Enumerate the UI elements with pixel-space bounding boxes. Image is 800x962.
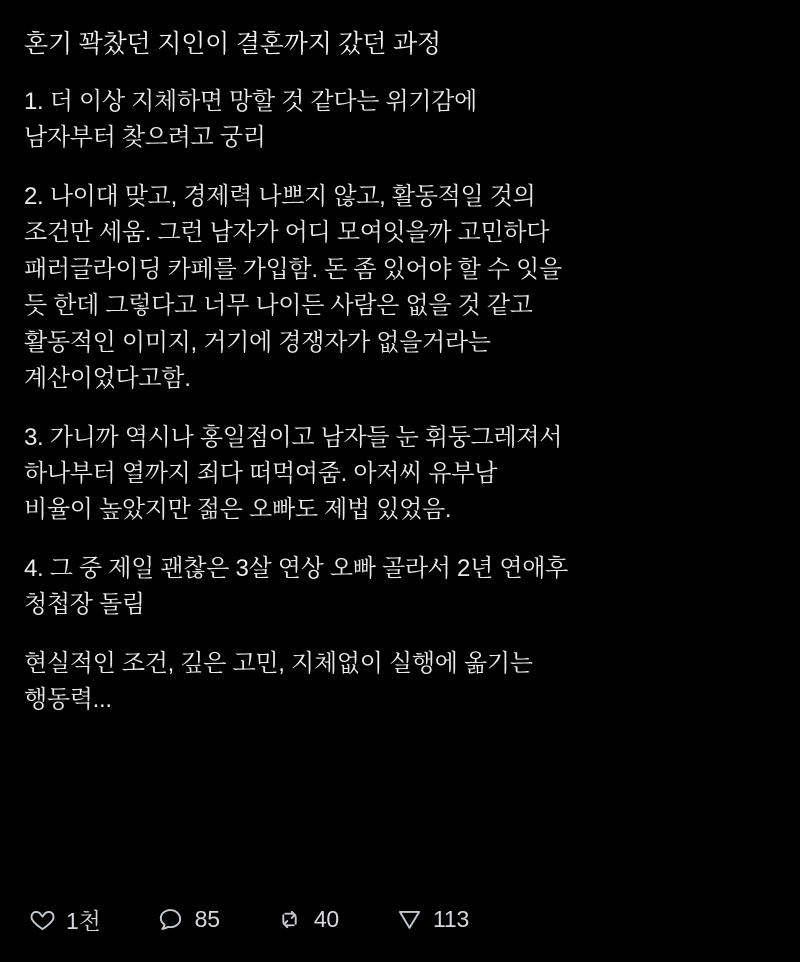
share-count: 113 xyxy=(433,906,470,932)
like-button[interactable] xyxy=(28,903,101,936)
comment-icon xyxy=(157,906,185,934)
share-icon xyxy=(395,906,423,934)
post-paragraph-5: 현실적인 조건, 깊은 고민, 지체없이 실행에 옮기는 행동력... xyxy=(24,649,533,714)
repost-icon xyxy=(276,906,304,934)
share-button[interactable] xyxy=(395,906,469,934)
post-action-bar xyxy=(24,899,776,962)
reply-button[interactable] xyxy=(157,906,220,934)
like-count: 1천 xyxy=(66,908,101,934)
post-paragraph-2: 2. 나이대 맞고, 경제력 나쁘지 않고, 활동적일 것의 조건만 세움. 그런 남자가 어디 모여잇을까 고민하다 패러글라이딩 카페를 가입함. 돈 좀 있어야 할 수 잇을 듯 한데 그렇다고 너무 나이든 사람은 없을 것 같고 활동적인 이미지, 거기에 경쟁자가 없을거라는 계산이었다고함. xyxy=(24,182,562,393)
post-paragraph-3: 3. 가니까 역시나 홍일점이고 남자들 눈 휘둥그레져서 하나부터 열까지 죄다 떠먹여줌. 아저씨 유부남 비율이 높았지만 젊은 오빠도 제법 있었음. xyxy=(24,423,563,524)
post-title: 혼기 꽉찼던 지인이 결혼까지 갔던 과정 xyxy=(24,30,441,58)
post-paragraph-1: 1. 더 이상 지체하면 망할 것 같다는 위기감에 남자부터 찾으려고 궁리 xyxy=(24,87,478,152)
repost-count: 40 xyxy=(313,906,339,932)
heart-icon xyxy=(28,906,56,934)
post-paragraph-4: 4. 그 중 제일 괜찮은 3살 연상 오빠 골라서 2년 연애후 청첩장 돌림 xyxy=(24,554,568,619)
repost-button[interactable] xyxy=(276,906,339,934)
reply-count: 85 xyxy=(194,906,220,932)
